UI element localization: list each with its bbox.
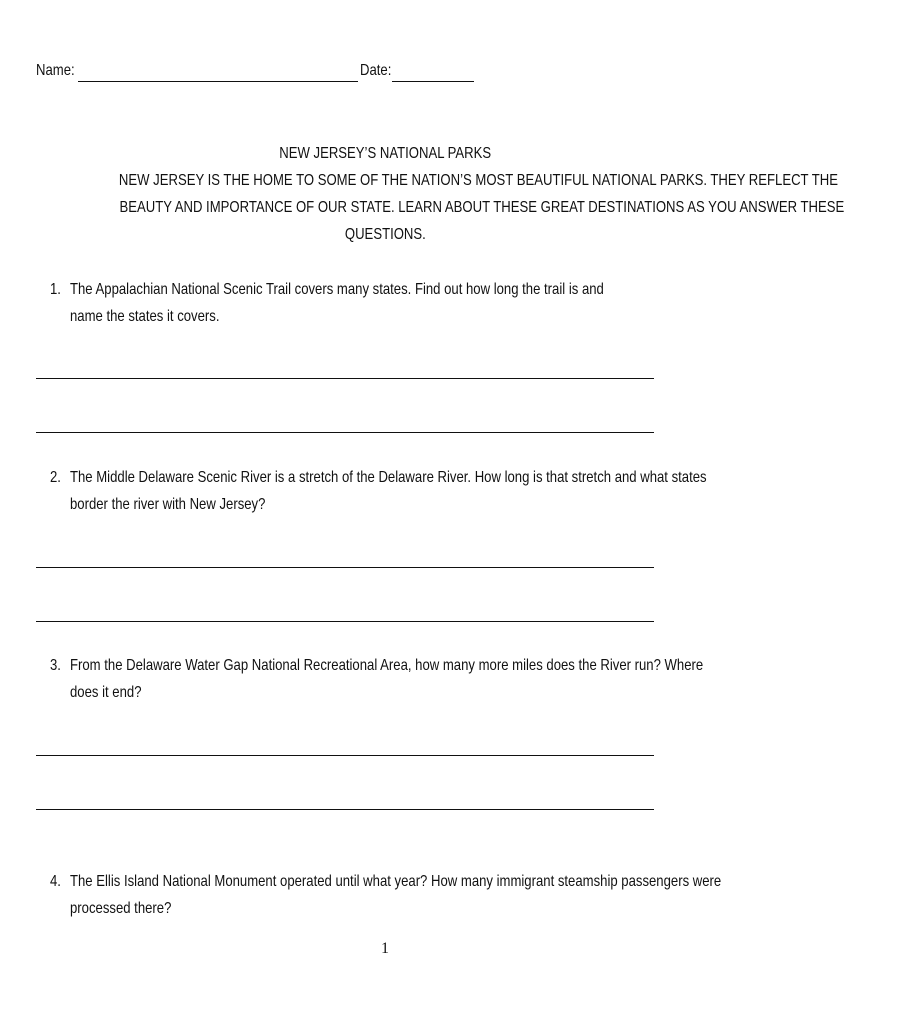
answer-line[interactable]: [36, 432, 654, 433]
page-title: NEW JERSEY’S NATIONAL PARKS: [279, 145, 491, 162]
question-line: From the Delaware Water Gap National Recreational Area, how many more miles does the River run? Where: [70, 657, 704, 674]
question-line: does it end?: [70, 684, 142, 701]
question-line: border the river with New Jersey?: [70, 496, 266, 513]
question-line: name the states it covers.: [70, 308, 220, 325]
name-label: Name:: [36, 62, 75, 79]
page-number: 1: [381, 940, 389, 957]
question-line: The Appalachian National Scenic Trail covers many states. Find out how long the trail is and: [70, 281, 604, 298]
answer-line[interactable]: [36, 809, 654, 810]
question-number: 2.: [50, 469, 61, 486]
answer-line[interactable]: [36, 567, 654, 568]
date-field[interactable]: [392, 81, 474, 82]
question-line: The Middle Delaware Scenic River is a stretch of the Delaware River. How long is that stretch and what states: [70, 469, 707, 486]
question-text: [70, 868, 864, 922]
question-line: processed there?: [70, 900, 172, 917]
question-number: 3.: [50, 657, 61, 674]
answer-line[interactable]: [36, 621, 654, 622]
question-text: [70, 276, 721, 330]
question-line: The Ellis Island National Monument operated until what year? How many immigrant steamship passengers were: [70, 873, 722, 890]
question-text: [70, 652, 842, 706]
answer-line[interactable]: [36, 755, 654, 756]
intro-line: NEW JERSEY IS THE HOME TO SOME OF THE NATION’S MOST BEAUTIFUL NATIONAL PARKS. THEY REFLECT THE: [118, 172, 838, 189]
question-number: 4.: [50, 873, 61, 890]
name-field[interactable]: [78, 81, 358, 82]
question-text: [70, 464, 846, 518]
date-label: Date:: [360, 62, 392, 79]
intro-block: [40, 140, 845, 248]
intro-line: QUESTIONS.: [344, 226, 426, 243]
answer-line[interactable]: [36, 378, 654, 379]
question-number: 1.: [50, 281, 61, 298]
name-date-header: [36, 62, 496, 86]
intro-line: BEAUTY AND IMPORTANCE OF OUR STATE. LEARN ABOUT THESE GREAT DESTINATIONS AS YOU ANSWER THESE: [119, 199, 845, 216]
